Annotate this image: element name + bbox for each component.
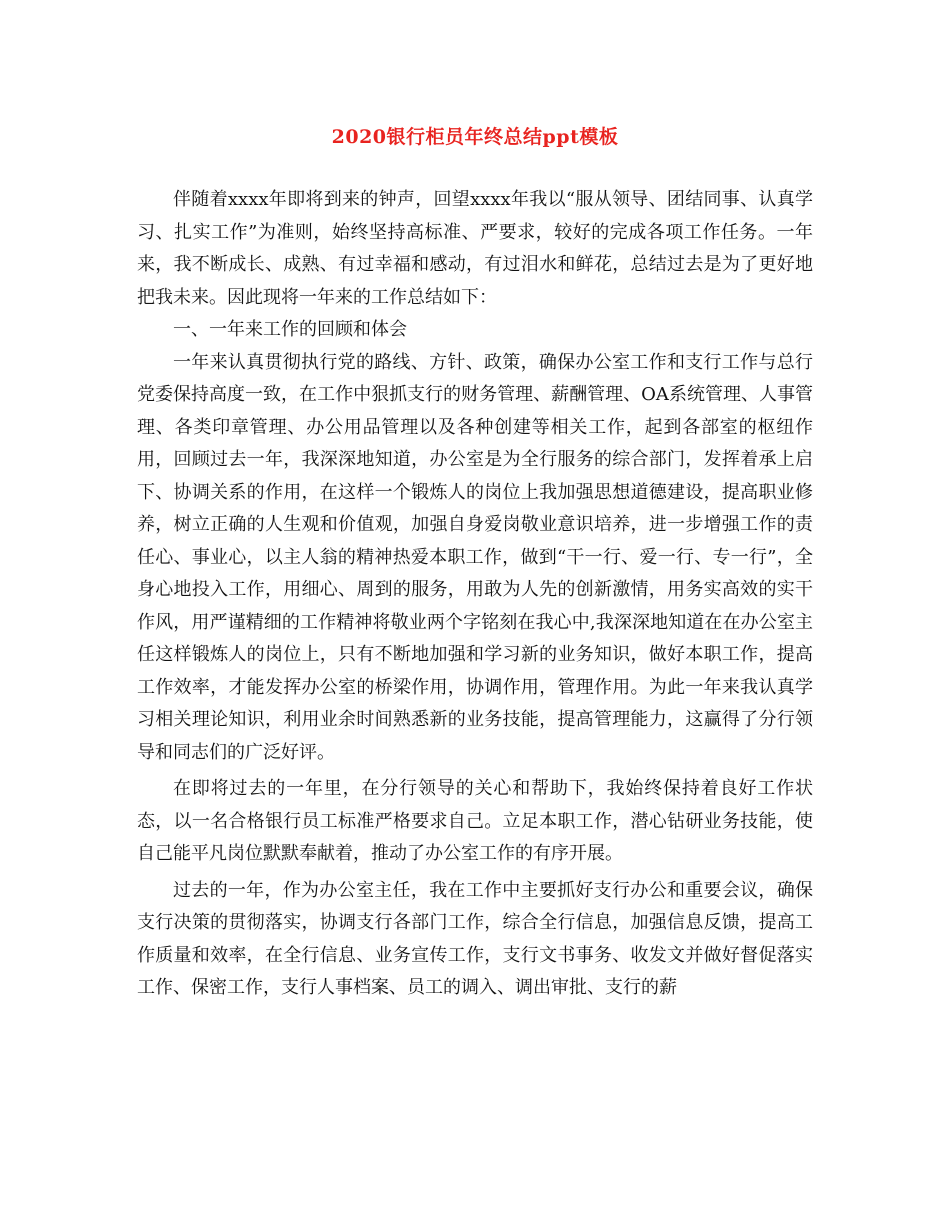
paragraph-duties: 过去的一年，作为办公室主任，我在工作中主要抓好支行办公和重要会议，确保支行决策的贯彻落实，协调支行各部门工作，综合全行信息，加强信息反馈，提高工作质量和效率，在全行信息、业务宣传工作，支行文书事务、收发文并做好督促落实工作、保密工作，支行人事档案、员工的调入、调出审批、支行的薪 — [137, 879, 813, 998]
section-heading: 一、一年来工作的回顾和体会 — [173, 319, 407, 340]
paragraph-review: 一年来认真贯彻执行党的路线、方针、政策，确保办公室工作和支行工作与总行党委保持高度一致，在工作中狠抓支行的财务管理、薪酬管理、OA系统管理、人事管理、各类印章管理、办公用品管理以及各种创建等相关工作，起到各部室的枢纽作用，回顾过去一年，我深深地知道，办公室是为全行服务的综合部门，发挥着承上启下、协调关系的作用，在这样一个锻炼人的岗位上我加强思想道德建设，提高职业修养，树立正确的人生观和价值观，加强自身爱岗敬业意识培养，进一步增强工作的责任心、事业心，以主人翁的精神热爱本职工作，做到“干一行、爱一行、专一行”，全身心地投入工作，用细心、周到的服务，用敢为人先的创新激情，用务实高效的实干作风，用严谨精细的工作精神将敬业两个字铭刻在我心中,我深深地知道在在办公室主任这样锻炼人的岗位上，只有不断地加强和学习新的业务知识，做好本职工作，提高工作效率，才能发挥办公室的桥梁作用，协调作用，管理作用。为此一年来我认真学习相关理论知识，利用业余时间熟悉新的业务技能，提高管理能力，这赢得了分行领导和同志们的广泛好评。 — [137, 351, 813, 763]
document-title: 2020银行柜员年终总结ppt模板 — [331, 126, 619, 148]
paragraph-status: 在即将过去的一年里，在分行领导的关心和帮助下，我始终保持着良好工作状态，以一名合格银行员工标准严格要求自己。立足本职工作，潜心钻研业务技能，使自己能平凡岗位默默奉献着，推动了办公室工作的有序开展。 — [137, 778, 813, 864]
paragraph-intro: 伴随着xxxx年即将到来的钟声，回望xxxx年我以“服从领导、团结同事、认真学习、扎实工作”为准则，始终坚持高标准、严要求，较好的完成各项工作任务。一年来，我不断成长、成熟、有过幸福和感动，有过泪水和鲜花，总结过去是为了更好地把我未来。因此现将一年来的工作总结如下： — [137, 189, 813, 308]
